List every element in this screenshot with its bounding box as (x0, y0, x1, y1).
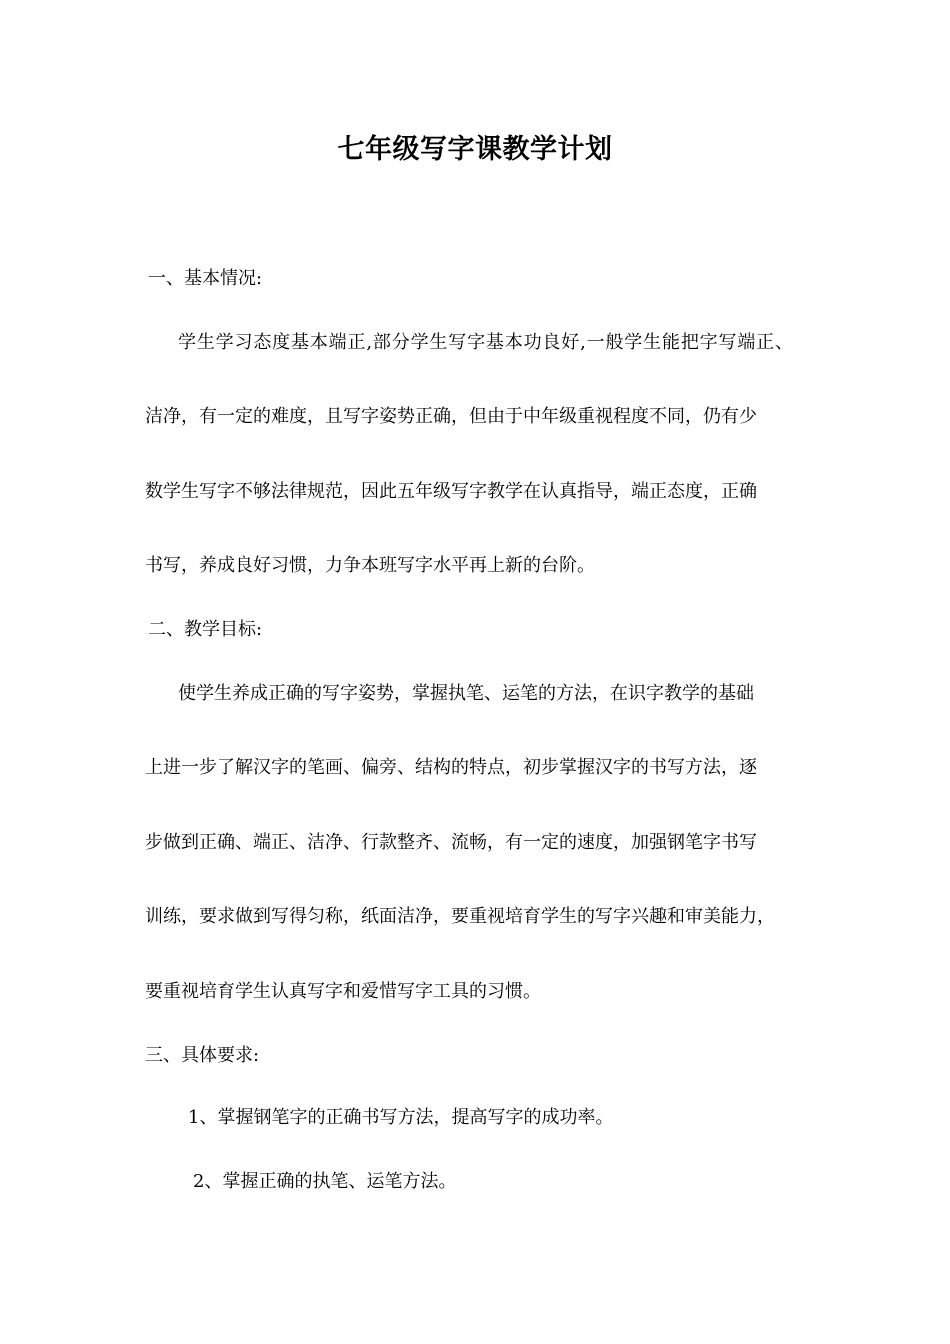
section-heading-teaching-goals: 二、教学目标: (148, 619, 263, 640)
paragraph-line: 洁净，有一定的难度，且写字姿势正确，但由于中年级重视程度不同，仍有少 (145, 406, 757, 427)
section-heading-requirements: 三、具体要求: (145, 1045, 260, 1066)
list-item: 1、掌握钢笔字的正确书写方法，提高写字的成功率。 (188, 1107, 614, 1128)
list-item: 2、掌握正确的执笔、运笔方法。 (193, 1171, 457, 1192)
section-heading-basic-situation: 一、基本情况: (148, 268, 263, 289)
paragraph-line: 书写，养成良好习惯，力争本班写字水平再上新的台阶。 (145, 555, 595, 576)
document-title: 七年级写字课教学计划 (337, 134, 613, 165)
paragraph-line: 训练，要求做到写得匀称，纸面洁净，要重视培育学生的写字兴趣和审美能力， (145, 906, 775, 927)
paragraph-line: 上进一步了解汉字的笔画、偏旁、结构的特点，初步掌握汉字的书写方法，逐 (145, 757, 757, 778)
paragraph-line: 步做到正确、端正、洁净、行款整齐、流畅，有一定的速度，加强钢笔字书写 (145, 832, 757, 853)
paragraph-line: 使学生养成正确的写字姿势，掌握执笔、运笔的方法，在识字教学的基础 (178, 683, 754, 704)
paragraph-line: 要重视培育学生认真写字和爱惜写字工具的习惯。 (145, 981, 541, 1002)
paragraph-line: 学生学习态度基本端正,部分学生写字基本功良好,一般学生能把字写端正、 (178, 332, 793, 353)
paragraph-line: 数学生写字不够法律规范，因此五年级写字教学在认真指导，端正态度，正确 (145, 481, 757, 502)
